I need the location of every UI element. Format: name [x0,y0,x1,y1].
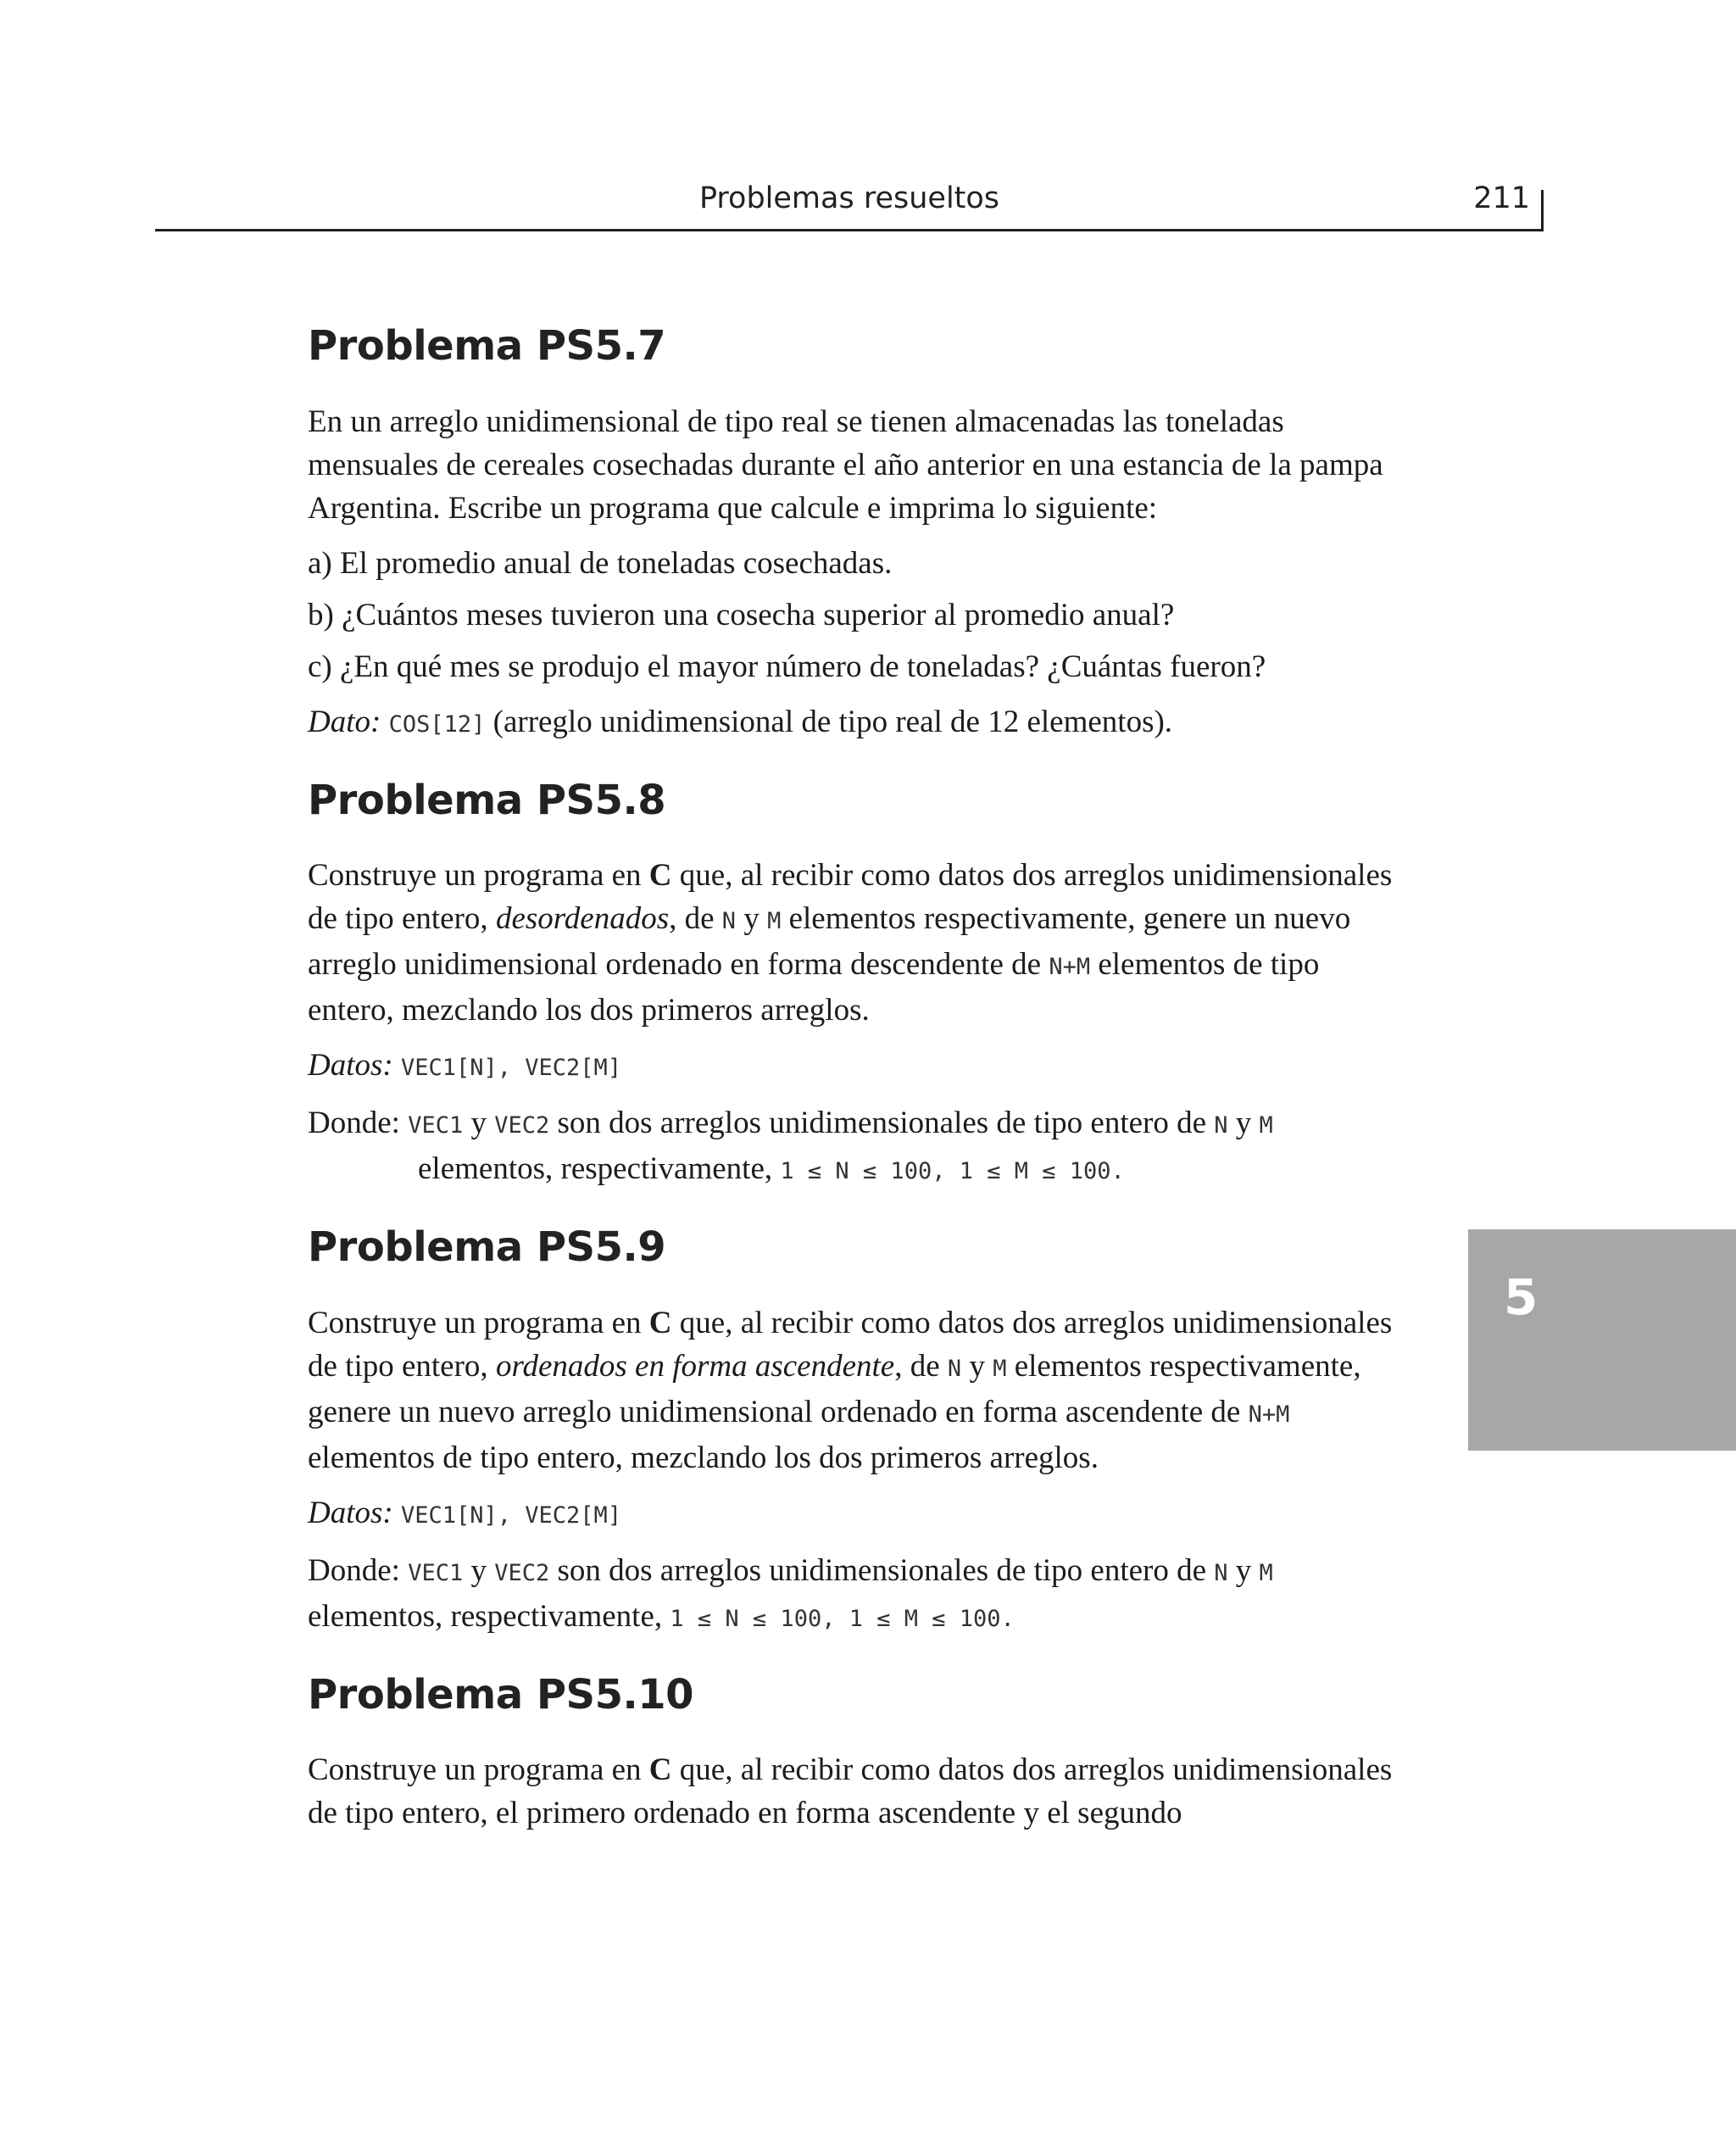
problem-ps5-7 [308,322,1410,746]
chapter-tab [1468,1229,1736,1451]
var-vec1: VEC1 [408,1112,464,1139]
text-run: elementos, respectivamente, [418,1151,781,1187]
text-run: , de [669,901,722,937]
data-label: Datos: [308,1495,393,1530]
text-run: y [1227,1106,1260,1141]
range-code: 1 ≤ N ≤ 100, 1 ≤ M ≤ 100. [780,1158,1125,1185]
var-nm: N+M [1248,1401,1290,1428]
emphasis: ordenados en forma ascendente [495,1348,895,1384]
header-tick [1541,190,1544,231]
text-run: Construye un programa en [308,1305,649,1340]
where-line [308,1549,1410,1641]
text-run: son dos arreglos unidimensionales de tipo entero de [549,1552,1215,1588]
list-item: b) ¿Cuántos meses tuvieron una cosecha superior al promedio anual? [308,597,1175,632]
text-run: que, al recibir como datos dos arreglos unidimensionales de tipo entero, [308,1305,1393,1384]
data-label: Dato: [308,704,381,739]
var-vec1: VEC1 [408,1559,464,1586]
var-vec2: VEC2 [494,1559,550,1586]
problem-heading: Problema PS5.7 [308,322,666,370]
problem-statement [308,1748,1410,1835]
text-run: son dos arreglos unidimensionales de tipo entero de [549,1106,1215,1141]
text-run: y [463,1552,495,1588]
text-run: elementos respectivamente, genere un nuevo arreglo unidimensional ordenado en forma descendente de [308,901,1351,983]
chapter-number: 5 [1504,1268,1538,1326]
var-nm: N+M [1049,954,1091,981]
var-n: N [721,908,737,935]
language-name: C [648,1305,672,1340]
text-run: que, al recibir como datos dos arreglos unidimensionales de tipo entero, [308,858,1393,937]
problem-ps5-8 [308,777,1410,1194]
list-item: c) ¿En qué mes se produjo el mayor número de toneladas? ¿Cuántas fueron? [308,649,1266,684]
data-text: (arreglo unidimensional de tipo real de 12 elementos). [492,704,1173,739]
text-run: y [463,1106,495,1141]
page-header [155,178,1544,232]
page-content [308,322,1410,1847]
var-m: M [1259,1559,1273,1586]
problem-heading: Problema PS5.10 [308,1670,693,1719]
var-m: M [1259,1112,1273,1139]
language-name: C [648,1752,672,1788]
data-line [308,700,1410,746]
question-list [308,542,1410,688]
emphasis: desordenados [495,901,670,937]
text-run: Donde: [308,1106,409,1141]
list-item: a) El promedio anual de toneladas cosechadas. [308,545,893,581]
var-m: M [993,1355,1007,1382]
data-code: COS[12] [388,710,486,738]
range-code: 1 ≤ N ≤ 100, 1 ≤ M ≤ 100. [670,1605,1015,1632]
text-run: elementos, respectivamente, [308,1598,670,1634]
problem-statement: En un arreglo unidimensional de tipo real se tienen almacenadas las toneladas mensuales de cereales cosechadas durante el año anterior en una estancia de la pampa Argentina. Escribe un programa que calcule e imprima lo siguiente: [308,404,1383,526]
data-line [308,1044,1410,1089]
text-run: Donde: [308,1552,409,1588]
text-run: elementos de tipo entero, mezclando los dos primeros arreglos. [308,947,1320,1028]
text-run: elementos de tipo entero, mezclando los dos primeros arreglos. [308,1440,1099,1475]
problem-ps5-9 [308,1223,1410,1641]
language-name: C [648,858,672,894]
text-run: que, al recibir como datos dos arreglos unidimensionales de tipo entero, el primero ordenado en forma ascendente y el segundo [308,1752,1393,1831]
text-run: , de [894,1348,948,1384]
problem-heading: Problema PS5.9 [308,1223,666,1272]
data-code: VEC1[N], VEC2[M] [400,1501,622,1529]
var-n: N [1214,1112,1228,1139]
problem-ps5-10 [308,1671,1410,1836]
problem-heading: Problema PS5.8 [308,776,666,824]
var-vec2: VEC2 [494,1112,550,1139]
var-m: M [767,908,782,935]
header-rule [155,229,1544,231]
where-line [308,1101,1410,1193]
data-line [308,1491,1410,1537]
var-n: N [947,1355,962,1382]
data-code: VEC1[N], VEC2[M] [400,1055,622,1082]
text-run: Construye un programa en [308,858,649,894]
page-number: 211 [1473,181,1530,215]
var-n: N [1214,1559,1228,1586]
text-run: Construye un programa en [308,1752,649,1788]
data-label: Datos: [308,1048,393,1084]
running-title: Problemas resueltos [698,181,1000,215]
text-run: elementos respectivamente, genere un nuevo arreglo unidimensional ordenado en forma ascendente de [308,1348,1361,1429]
text-run: y [961,1348,993,1384]
problem-statement [308,854,1410,1032]
text-run: y [1227,1552,1260,1588]
problem-statement [308,1301,1410,1479]
text-run: y [736,901,768,937]
